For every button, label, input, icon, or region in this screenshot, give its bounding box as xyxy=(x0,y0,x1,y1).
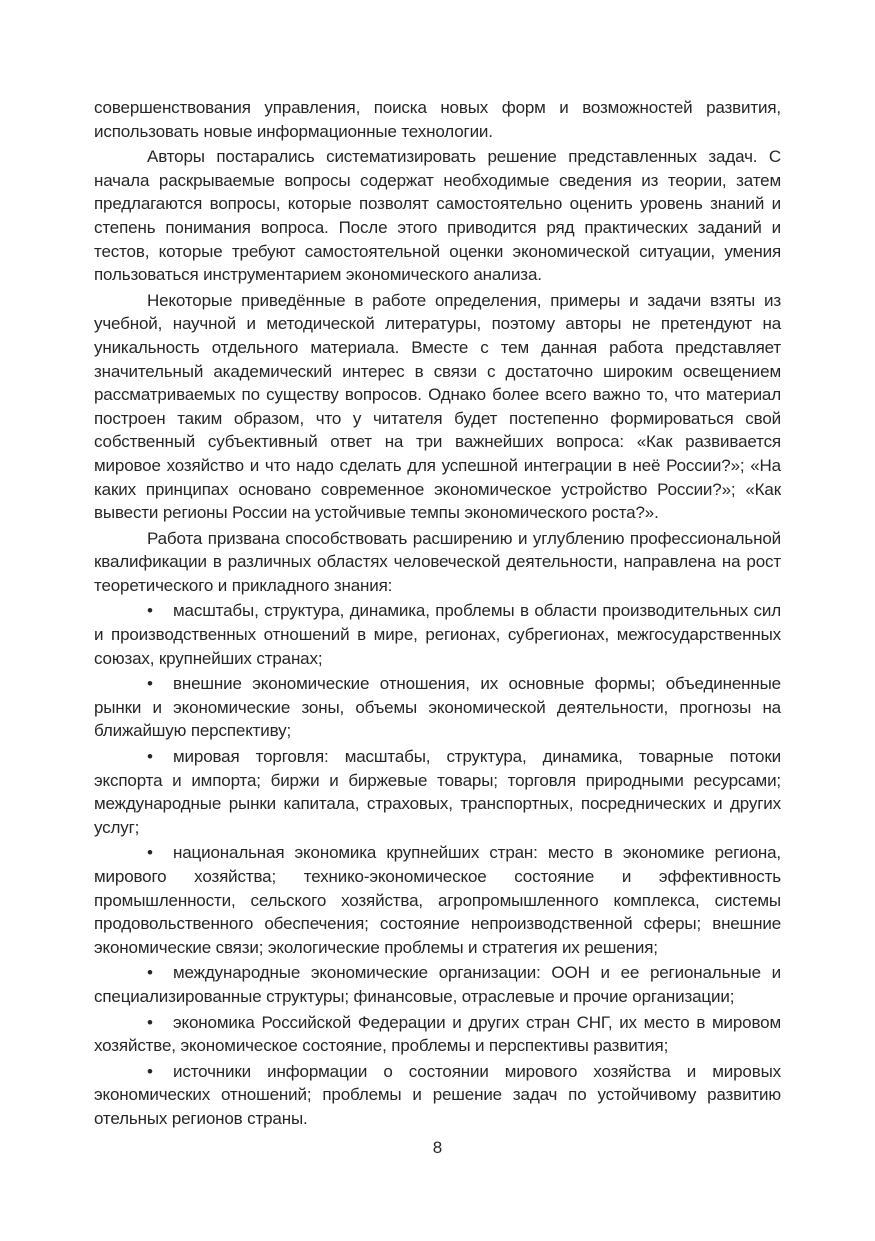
list-item-text: мировая торговля: масштабы, структура, динамика, товарные потоки экспорта и импорта; биржи и биржевые товары; торговля природными ресурсами; международные рынки капитала, страховых, транспортных, посреднических и других услуг; xyxy=(94,747,781,837)
bullet-icon: • xyxy=(147,843,153,863)
paragraph-continuation: совершенствования управления, поиска новых форм и возможностей развития, использовать новые информационные технологии. xyxy=(94,98,781,141)
list-item xyxy=(94,672,781,743)
bullet-icon: • xyxy=(147,601,153,621)
list-item-text: национальная экономика крупнейших стран: место в экономике региона, мирового хозяйства; технико-экономическое состояние и эффективность промышленности, сельского хозяйства, агропромышленного комплекса, системы продовольственного обеспечения; состояние непроизводственной сферы; внешние экономические связи; экологические проблемы и стратегия их решения; xyxy=(94,843,781,957)
list-item xyxy=(94,745,781,839)
list-item-text: экономика Российской Федерации и других стран СНГ, их место в мировом хозяйстве, экономическое состояние, проблемы и перспективы развития; xyxy=(94,1012,781,1056)
paragraph-authors: Авторы постарались систематизировать решение представленных задач. С начала раскрываемые вопросы содержат необходимые сведения из теории, затем предлагаются вопросы, которые позволят самостоятельно оценить уровень знаний и степень понимания вопроса. После этого приводится ряд практических заданий и тестов, которые требуют самостоятельной оценки экономической ситуации, умения пользоваться инструментарием экономического анализа. xyxy=(94,147,781,285)
list-item xyxy=(94,961,781,1008)
paragraph-sources: Некоторые приведённые в работе определения, примеры и задачи взяты из учебной, научной и методической литературы, поэтому авторы не претендуют на уникальность отдельного материала. Вместе с тем данная работа представляет значительный академический интерес в связи с достаточно широким освещением рассматриваемых по существу вопросов. Однако более всего важно то, что материал построен таким образом, что у читателя будет постепенно формироваться свой собственный субъективный ответ на три важнейших вопроса: «Как развивается мировое хозяйство и что надо сделать для успешной интеграции в неё России?»; «На каких принципах основано современное экономическое устройство России?»; «Как вывести регионы России на устойчивые темпы экономического роста?». xyxy=(94,290,781,523)
list-item-text: источники информации о состоянии мирового хозяйства и мировых экономических отношений; проблемы и решение задач по устойчивому развитию отельных регионов страны. xyxy=(94,1061,781,1128)
list-item xyxy=(94,1011,781,1058)
bullet-icon: • xyxy=(147,1012,153,1032)
list-item xyxy=(94,1060,781,1131)
list-item-text: масштабы, структура, динамика, проблемы в области производительных сил и производственных отношений в мире, регионах, субрегионах, межгосударственных союзах, крупнейших странах; xyxy=(94,601,781,668)
bullet-icon: • xyxy=(147,674,153,694)
list-item-text: внешние экономические отношения, их основные формы; объединенные рынки и экономические зоны, объемы экономической деятельности, прогнозы на ближайшую перспективу; xyxy=(94,674,781,741)
document-body xyxy=(94,96,781,1133)
list-item xyxy=(94,841,781,959)
list-item-text: международные экономические организации: ООН и ее региональные и специализированные структуры; финансовые, отраслевые и прочие организации; xyxy=(94,963,781,1006)
bullet-icon: • xyxy=(147,1061,153,1081)
paragraph-purpose: Работа призвана способствовать расширению и углублению профессиональной квалификации в различных областях человеческой деятельности, направлена на рост теоретического и прикладного знания: xyxy=(94,528,781,595)
page-number: 8 xyxy=(432,1138,443,1157)
bullet-icon: • xyxy=(147,747,153,767)
bullet-icon: • xyxy=(147,963,153,983)
list-item xyxy=(94,599,781,670)
